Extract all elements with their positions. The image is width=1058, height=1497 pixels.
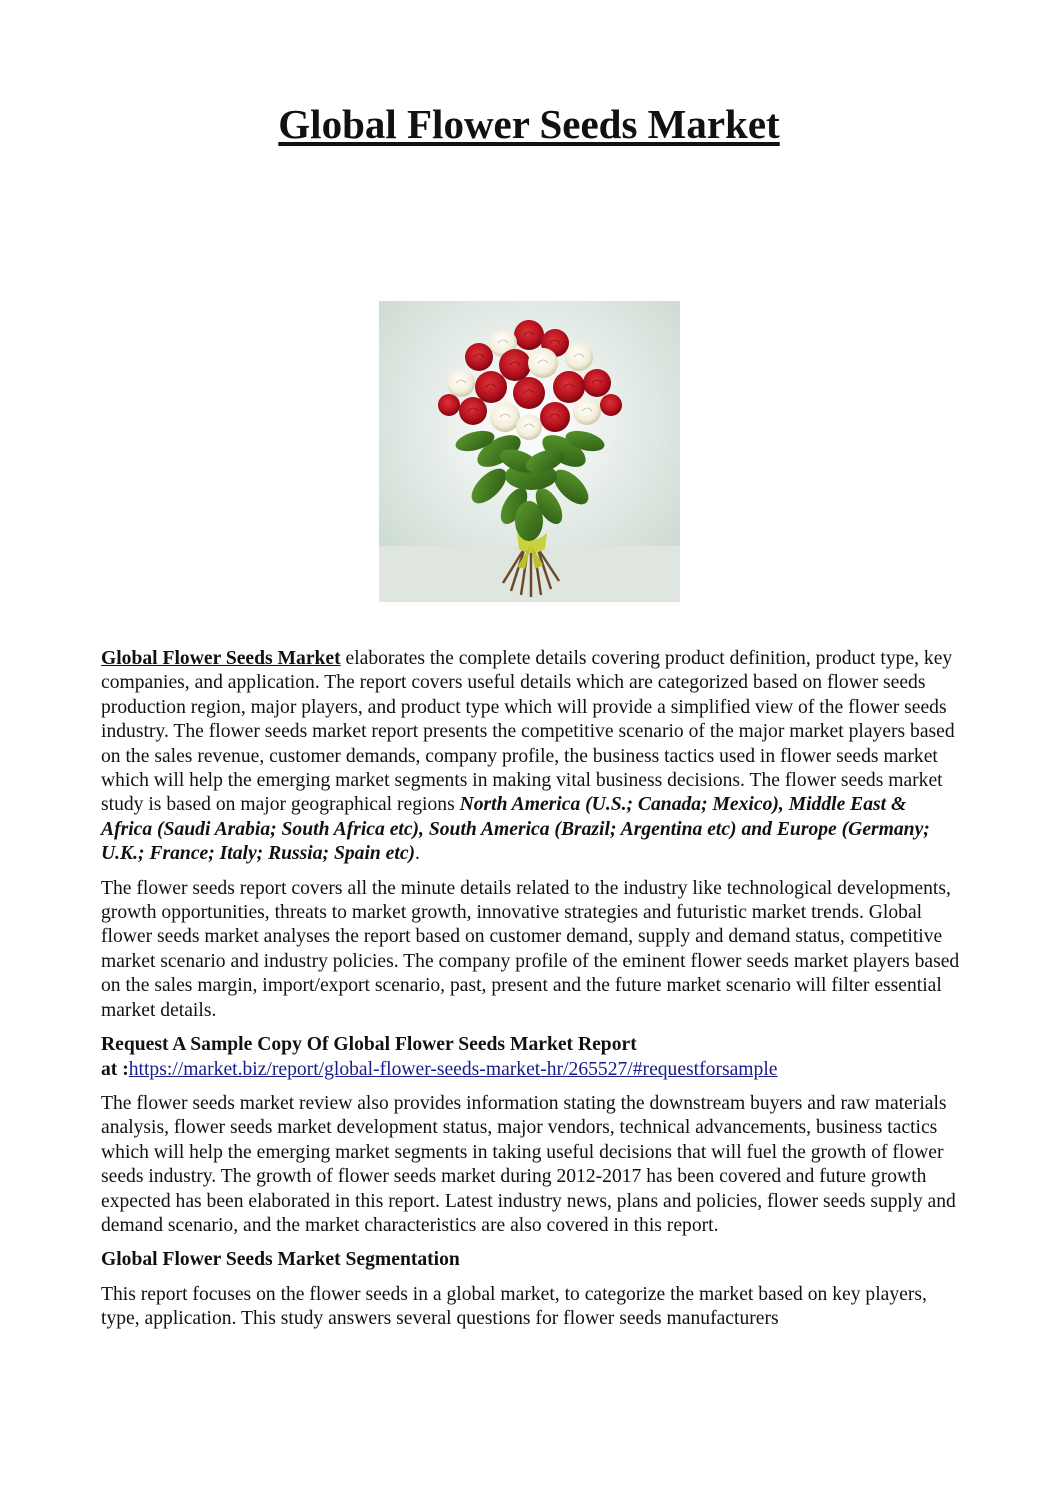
document-body — [101, 647, 961, 1342]
sample-request-link[interactable]: https://market.biz/report/global-flower-seeds-market-hr/265527/#requestforsample — [128, 1058, 778, 1080]
sample-request-prefix: at : — [101, 1058, 129, 1080]
regions-list: North America (U.S.; Canada; Mexico), Middle East & Africa (Saudi Arabia; South Africa etc), South America (Brazil; Argentina etc) and Europe (Germany; U.K.; France; Italy; Russia; Spain etc) — [101, 794, 930, 865]
review-paragraph: The flower seeds market review also provides information stating the downstream buyers and raw materials analysis, flower seeds market development status, major vendors, technical advancements, business tactics which will help the emerging market segments in taking useful decisions that will fuel the growth of flower seeds industry. The growth of flower seeds market during 2012-2017 has been covered and future growth expected has been elaborated in this report. Latest industry news, plans and policies, flower seeds supply and demand scenario, and the market characteristics are also covered in this report. — [101, 1092, 956, 1236]
report-title-link[interactable]: Global Flower Seeds Market — [101, 648, 341, 669]
focus-paragraph: This report focuses on the flower seeds in a global market, to categorize the market based on key players, type, application. This study answers several questions for flower seeds manufacturers — [101, 1283, 927, 1330]
intro-body: elaborates the complete details covering product definition, product type, key companies, and application. The report covers useful details which are categorized based on flower seeds production region, major players, and product type which will provide a simplified view of the flower seeds industry. The flower seeds market report presents the competitive scenario of the major market players based on the sales revenue, customer demands, company profile, the business tactics used in flower seeds market which will help the emerging market segments in making vital business decisions. The flower seeds market study is based on major geographical regions — [101, 648, 955, 816]
page-title: Global Flower Seeds Market — [278, 101, 780, 147]
rose-bouquet-icon — [379, 301, 680, 602]
bouquet-image — [379, 301, 680, 602]
intro-paragraph — [101, 647, 961, 867]
sample-request-text: Request A Sample Copy Of Global Flower Seeds Market Report — [101, 1034, 637, 1056]
details-paragraph: The flower seeds report covers all the minute details related to the industry like technological developments, growth opportunities, threats to market growth, innovative strategies and futuristic market trends. Global flower seeds market analyses the report based on customer demand, supply and demand status, competitive market scenario and industry policies. The company profile of the eminent flower seeds market players based on the sales margin, import/export scenario, past, present and the future market scenario will filter essential market details. — [101, 877, 960, 1021]
intro-end: . — [415, 843, 420, 865]
sample-request — [101, 1033, 961, 1082]
segmentation-heading: Global Flower Seeds Market Segmentation — [101, 1249, 460, 1271]
